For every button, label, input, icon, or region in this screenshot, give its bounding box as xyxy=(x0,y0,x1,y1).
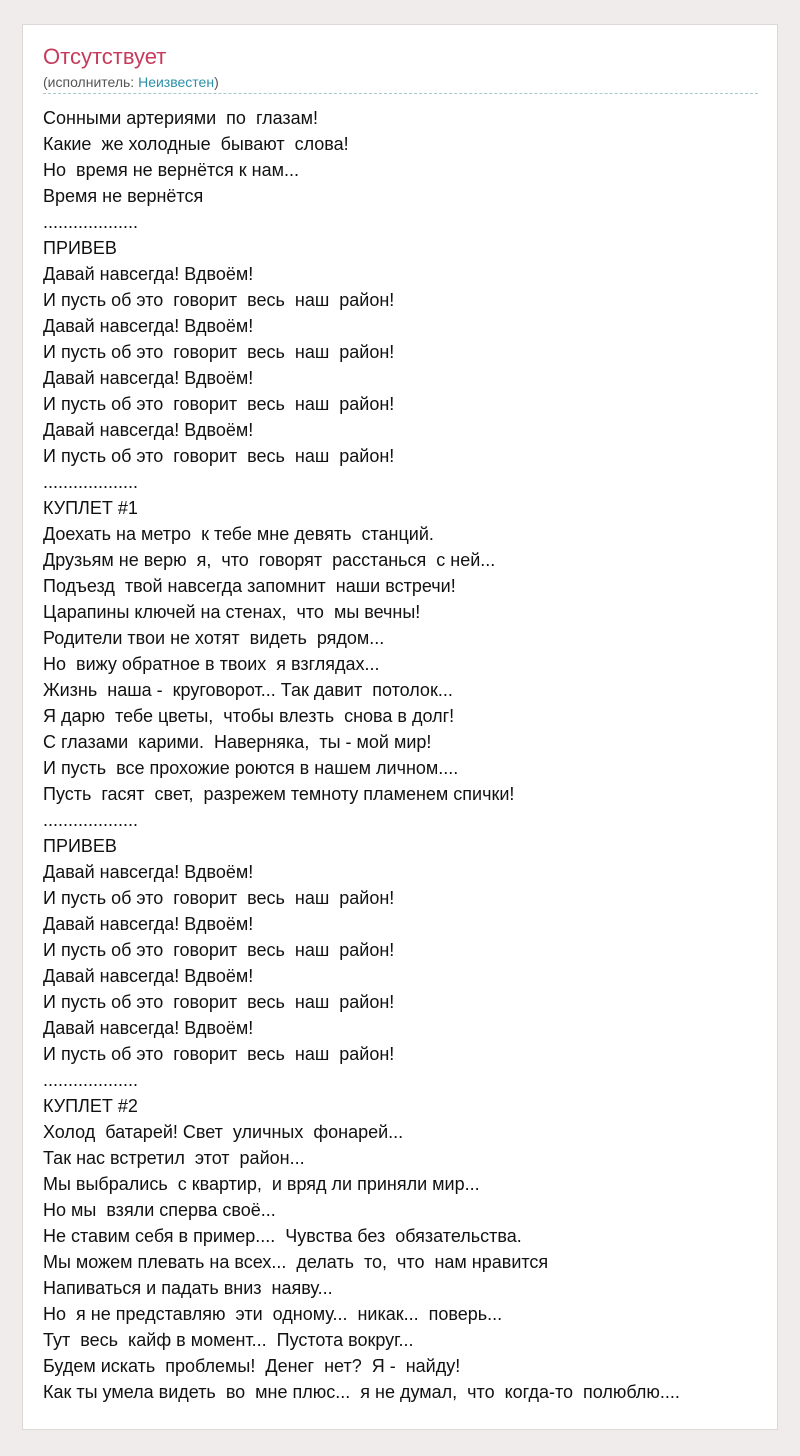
song-card xyxy=(22,24,778,1430)
lyric-line: Родители твои не хотят видеть рядом... xyxy=(43,628,385,648)
lyric-line: Жизнь наша - круговорот... Так давит потолок... xyxy=(43,680,453,700)
lyric-line: Холод батарей! Свет уличных фонарей... xyxy=(43,1122,404,1142)
artist-suffix: ) xyxy=(214,74,219,90)
lyric-line: Давай навсегда! Вдвоём! xyxy=(43,1018,254,1038)
lyric-line: Но я не представляю эти одному... никак... поверь... xyxy=(43,1304,503,1324)
lyric-line: Но время не вернётся к нам... xyxy=(43,160,299,180)
lyric-line: Но вижу обратное в твоих я взглядах... xyxy=(43,654,380,674)
lyric-line: ПРИВЕВ xyxy=(43,836,117,856)
lyric-line: С глазами карими. Наверняка, ты - мой мир! xyxy=(43,732,432,752)
lyric-line: Как ты умела видеть во мне плюс... я не думал, что когда-то полюблю.... xyxy=(43,1382,680,1402)
lyric-line: И пусть об это говорит весь наш район! xyxy=(43,446,395,466)
lyric-line: И пусть об это говорит весь наш район! xyxy=(43,888,395,908)
lyric-line: Давай навсегда! Вдвоём! xyxy=(43,368,254,388)
lyric-line: Давай навсегда! Вдвоём! xyxy=(43,862,254,882)
lyric-line: Мы можем плевать на всех... делать то, что нам нравится xyxy=(43,1252,549,1272)
lyric-line: Напиваться и падать вниз наяву... xyxy=(43,1278,333,1298)
lyric-line: Доехать на метро к тебе мне девять станций. xyxy=(43,524,434,544)
lyric-line: Сонными артериями по глазам! xyxy=(43,108,319,128)
lyric-line: Мы выбрались с квартир, и вряд ли приняли мир... xyxy=(43,1174,480,1194)
lyric-line: Давай навсегда! Вдвоём! xyxy=(43,914,254,934)
lyric-line: Подъезд твой навсегда запомнит наши встречи! xyxy=(43,576,456,596)
lyric-line: И пусть об это говорит весь наш район! xyxy=(43,342,395,362)
lyric-line: Давай навсегда! Вдвоём! xyxy=(43,420,254,440)
lyric-line: И пусть об это говорит весь наш район! xyxy=(43,940,395,960)
lyric-line: Какие же холодные бывают слова! xyxy=(43,134,349,154)
lyric-line: Пусть гасят свет, разрежем темноту пламенем спички! xyxy=(43,784,515,804)
lyric-line: И пусть все прохожие роются в нашем личном.... xyxy=(43,758,459,778)
lyrics-text xyxy=(43,105,773,1405)
lyric-line: Но мы взяли сперва своё... xyxy=(43,1200,276,1220)
lyric-line: И пусть об это говорит весь наш район! xyxy=(43,290,395,310)
lyric-line: Так нас встретил этот район... xyxy=(43,1148,305,1168)
lyric-line: КУПЛЕТ #1 xyxy=(43,498,138,518)
lyric-line: Не ставим себя в пример.... Чувства без обязательства. xyxy=(43,1226,522,1246)
lyric-line: Царапины ключей на стенах, что мы вечны! xyxy=(43,602,421,622)
artist-line xyxy=(43,73,219,91)
lyric-line: И пусть об это говорит весь наш район! xyxy=(43,394,395,414)
artist-prefix: (исполнитель: xyxy=(43,74,139,90)
lyric-line: ПРИВЕВ xyxy=(43,238,117,258)
artist-link[interactable]: Неизвестен xyxy=(138,74,215,90)
lyric-line: ................... xyxy=(43,810,139,830)
header-divider xyxy=(43,93,758,94)
lyric-line: КУПЛЕТ #2 xyxy=(43,1096,138,1116)
lyric-line: ................... xyxy=(43,212,139,232)
lyric-line: ................... xyxy=(43,1070,139,1090)
lyric-line: Время не вернётся xyxy=(43,186,204,206)
lyric-line: Давай навсегда! Вдвоём! xyxy=(43,264,254,284)
lyric-line: Тут весь кайф в момент... Пустота вокруг... xyxy=(43,1330,414,1350)
lyric-line: ................... xyxy=(43,472,139,492)
lyric-line: Давай навсегда! Вдвоём! xyxy=(43,966,254,986)
lyric-line: И пусть об это говорит весь наш район! xyxy=(43,1044,395,1064)
lyric-line: Будем искать проблемы! Денег нет? Я - найду! xyxy=(43,1356,461,1376)
song-title: Отсутствует xyxy=(43,44,167,69)
lyric-line: Давай навсегда! Вдвоём! xyxy=(43,316,254,336)
lyric-line: Я дарю тебе цветы, чтобы влезть снова в долг! xyxy=(43,706,455,726)
lyric-line: И пусть об это говорит весь наш район! xyxy=(43,992,395,1012)
lyric-line: Друзьям не верю я, что говорят расстанься с ней... xyxy=(43,550,496,570)
